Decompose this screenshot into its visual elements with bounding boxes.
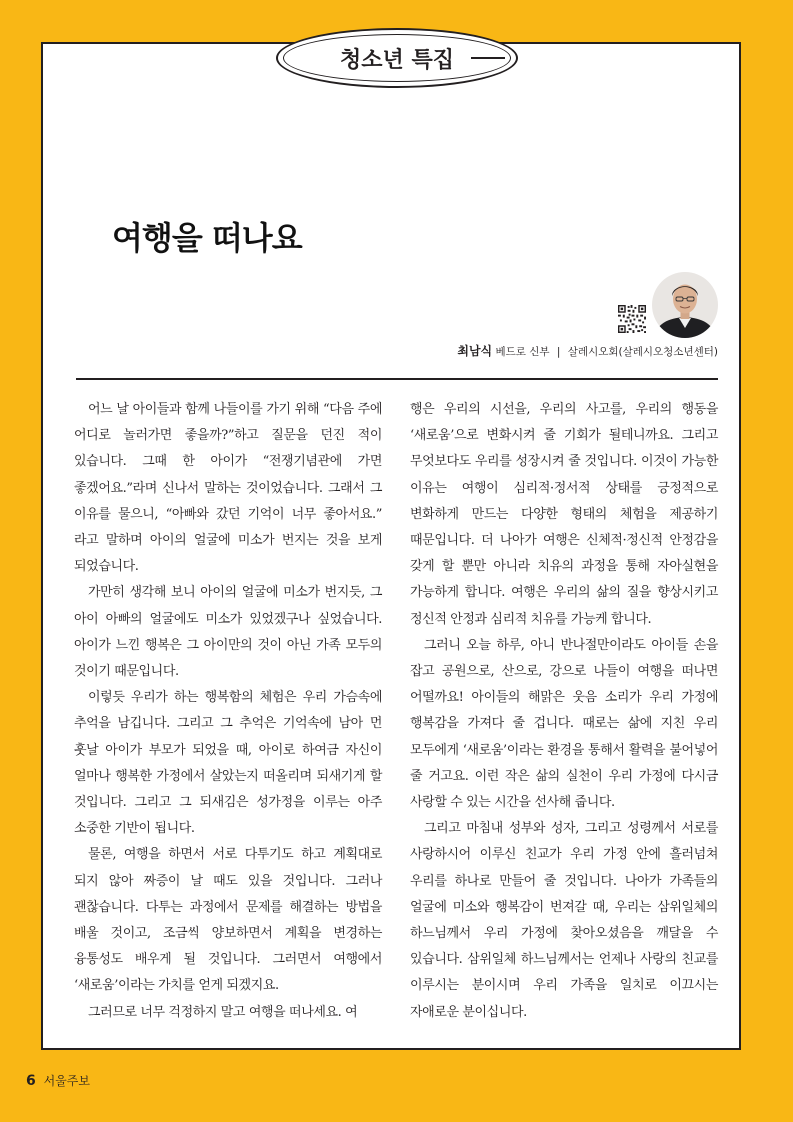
author-byline bbox=[457, 342, 718, 359]
article-paragraph: 이렇듯 우리가 하는 행복함의 체험은 우리 가슴속에 추억을 남깁니다. 그리고 그 추억은 기억속에 남아 먼 훗날 아이가 부모가 되었을 때, 아이로 하여금 자신이 얼마나 행복한 가정에서 살았는지 떠올리며 되새기게 할 것입니다. 그리고 그 되새김은 성가정을 이루는 아주 소중한 기반이 됩니다. bbox=[74, 690, 382, 837]
qr-code-icon[interactable] bbox=[618, 305, 646, 333]
section-header bbox=[271, 21, 523, 95]
article-paragraph: 가만히 생각해 보니 아이의 얼굴에 미소가 번지듯, 그 아이 아빠의 얼굴에도 미소가 있었겠구나 싶었습니다. 아이가 느낀 행복은 그 아이만의 것이 아닌 가족 모두의 것이기 때문입니다. bbox=[74, 585, 382, 680]
page-number: 6 bbox=[26, 1073, 36, 1089]
article-paragraph: 물론, 여행을 하면서 서로 다투기도 하고 계획대로 되지 않아 짜증이 날 때도 있을 것입니다. 그러나 괜찮습니다. 다투는 과정에서 문제를 해결하는 방법을 배울 것이고, 조금씩 양보하면서 계획을 변경하는 융통성도 배우게 될 것입니다. 그러면서 여행에서 ‘새로움’이라는 가치를 얻게 되겠지요. bbox=[74, 847, 382, 994]
article-paragraph: 그리고 마침내 성부와 성자, 그리고 성령께서 서로를 사랑하시어 이루신 친교가 우리 가정 안에 흘러넘쳐 우리를 하나로 만들어 줄 것입니다. 나아가 가족들의 얼굴에 미소와 행복감이 번져갈 때, 우리는 삼위일체의 하느님께서 우리 가정에 찾아오셨음을 깨달을 수 있습니다. 삼위일체 하느님께서는 언제나 사랑의 친교를 이루시는 분이시며 우리 가족을 일치로 이끄시는 자애로운 분이십니다. bbox=[410, 821, 718, 1020]
article-column-right bbox=[410, 397, 718, 1026]
author-name: 최남식 bbox=[457, 344, 493, 358]
article-paragraph: 그러니 오늘 하루, 아니 반나절만이라도 아이들 손을 잡고 공원으로, 산으로, 강으로 나들이 여행을 떠나면 어떨까요! 아이들의 해맑은 웃음 소리가 우리 가정에 행복감을 가져다 줄 겁니다. 때로는 삶에 지친 우리 모두에게 ‘새로움’이라는 환경을 통해서 활력을 불어넣어 줄 거고요. 이런 작은 삶의 실천이 우리 가정에 다시금 사랑할 수 있는 시간을 선사해 줍니다. bbox=[410, 637, 718, 811]
article-paragraph: 행은 우리의 시선을, 우리의 사고를, 우리의 행동을 ‘새로움’으로 변화시켜 줄 기회가 될테니까요. 그리고 무엇보다도 우리를 성장시켜 줄 것입니다. 이것이 가능한 이유는 여행이 심리적·정서적 상태를 긍정적으로 변화하게 만드는 다양한 형태의 체험을 제공하기 때문입니다. 더 나아가 여행은 신체적·정신적 안정감을 갖게 할 뿐만 아니라 치유의 과정을 통해 자아실현을 가능하게 합니다. 여행은 우리의 삶의 질을 향상시키고 정신적 안정과 심리적 치유를 가능케 합니다. bbox=[410, 402, 718, 627]
publication-name: 서울주보 bbox=[43, 1074, 90, 1088]
author-role: 베드로 신부 bbox=[495, 346, 550, 358]
article-paragraph: 그러므로 너무 걱정하지 말고 여행을 떠나세요. 여 bbox=[88, 1004, 358, 1020]
byline-separator: | bbox=[556, 346, 561, 358]
article-column-left bbox=[74, 397, 382, 1026]
author-photo bbox=[652, 272, 718, 338]
author-affiliation: 살레시오회(살레시오청소년센터) bbox=[567, 346, 718, 358]
page-footer bbox=[26, 1072, 90, 1089]
article-paragraph: 어느 날 아이들과 함께 나들이를 가기 위해 “다음 주에 어디로 놀러가면 좋을까?”하고 질문을 던진 적이 있습니다. 그때 한 아이가 “전쟁기념관에 가면 좋겠어요.”라며 신나서 말하는 것이었습니다. 그래서 그 이유를 물으니, “아빠와 갔던 기억이 너무 좋아서요.” 라고 말하며 아이의 얼굴에 미소가 번지는 것을 보게 되었습니다. bbox=[74, 402, 382, 575]
section-title: 청소년 특집 bbox=[340, 47, 454, 73]
article-title: 여행을 떠나요 bbox=[112, 219, 302, 257]
title-divider bbox=[76, 378, 718, 380]
header-divider-right bbox=[471, 57, 505, 59]
